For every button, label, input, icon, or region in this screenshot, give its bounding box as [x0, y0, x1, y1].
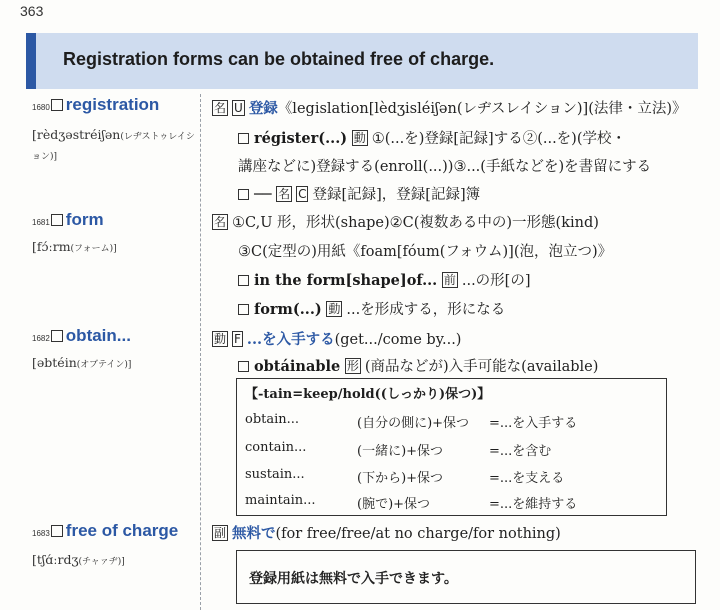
pos-tag: 形 — [346, 359, 359, 373]
headword: registration — [65, 95, 160, 114]
checkbox-icon[interactable] — [238, 275, 249, 286]
entry-1681-line-3: in the form[shape]of... 前 ...の形[の] — [238, 269, 531, 290]
checkbox-icon[interactable] — [238, 133, 249, 144]
main-meaning: 登録 — [248, 100, 278, 117]
pos-tag: 名 — [278, 187, 291, 201]
entry-number: 1683 — [32, 529, 50, 538]
entry-1680-line-4: ── 名 C 登録[記録]，登録[記録]簿 — [238, 183, 480, 204]
headword: free of charge — [65, 521, 179, 540]
entry-1682-line-2: obtáinable 形 (商品などが)入手可能な(available) — [238, 355, 598, 376]
entry-1681-heading — [32, 210, 104, 230]
tain-row: maintain... (腕で)+保つ =...を維持する — [245, 493, 578, 512]
pos-tag: 動 — [214, 332, 227, 346]
entry-1680-line-3: 講座などに)登録する(enroll(...))③...(手紙などを)を書留にする — [238, 159, 652, 175]
pos-tag: 動 — [328, 302, 341, 316]
entry-1683-pronunciation: [tʃɑ́ːrdʒ(チャァヂ)] — [32, 552, 125, 567]
sentence-banner — [26, 33, 698, 89]
entry-1681-line-1: 名 ①C,U 形，形状(shape)②C(複数ある中の)一形態(kind) — [214, 215, 599, 231]
entry-1680-pronunciation: [rèdʒəstréiʃən(レヂストゥレイション)] — [32, 127, 195, 162]
tain-row: sustain... (下から)+保つ =...を支える — [245, 467, 565, 486]
entry-1680-heading — [32, 95, 159, 115]
entry-1683-heading — [32, 521, 178, 541]
entry-number: 1681 — [32, 218, 50, 227]
pos-tag: 副 — [214, 526, 227, 540]
checkbox-icon[interactable] — [238, 304, 249, 315]
example-sentence-box — [236, 550, 696, 604]
entry-1682-pronunciation: [əbtéin(オブテイン)] — [32, 355, 132, 370]
tain-box-title: 【-tain=keep/hold((しっかり)保つ)】 — [245, 387, 491, 402]
banner-sentence: Registration forms can be obtained free of charge. — [63, 49, 495, 69]
headword: obtain... — [65, 326, 131, 345]
pos-tag: 前 — [443, 273, 456, 287]
main-meaning: 無料で — [232, 525, 276, 542]
checkbox-icon[interactable] — [51, 99, 63, 111]
countability-tag: U — [234, 101, 243, 115]
checkbox-icon[interactable] — [51, 330, 63, 342]
pos-tag: 名 — [214, 215, 227, 229]
page-number: 363 — [20, 3, 44, 19]
tain-etymology-box — [236, 378, 667, 516]
entry-1682-line-1: 動 F ...を入手する(get.../come by...) — [214, 331, 462, 348]
main-meaning: ...を入手する — [246, 331, 335, 348]
entry-1681-line-2: ③C(定型の)用紙《foam[fóum(フォウム)](泡，泡立つ)》 — [238, 244, 613, 260]
example-sentence: 登録用紙は無料で入手できます。 — [249, 571, 458, 587]
headword: form — [65, 210, 104, 229]
countability-tag: C — [298, 187, 307, 201]
entry-1683-line-1: 副 無料で(for free/free/at no charge/for nothing) — [214, 525, 561, 542]
checkbox-icon[interactable] — [51, 214, 63, 226]
column-divider — [200, 94, 201, 610]
entry-number: 1682 — [32, 334, 50, 343]
tain-row: obtain... (自分の側に)+保つ =...を入手する — [245, 412, 578, 431]
entry-1682-heading — [32, 326, 131, 346]
entry-number: 1680 — [32, 103, 50, 112]
pos-tag: 名 — [214, 101, 227, 115]
tain-row: contain... (一緒に)+保つ =...を含む — [245, 440, 552, 459]
entry-1681-line-4: form(...) 動 ...を形成する，形になる — [238, 298, 505, 319]
formality-tag: F — [234, 332, 241, 346]
pos-tag: 動 — [353, 131, 366, 145]
entry-1680-line-1: 名 U 登録《legislation[lèdʒisléiʃən(レヂスレイション)](法律・立法)》 — [214, 100, 687, 117]
checkbox-icon[interactable] — [51, 525, 63, 537]
checkbox-icon[interactable] — [238, 361, 249, 372]
entry-1680-line-2: régister(...) 動 ①(...を)登録[記録]する②(...を)(学校・ — [238, 127, 626, 148]
entry-1681-pronunciation: [fɔ́ːrm(フォーム)] — [32, 239, 117, 254]
checkbox-icon[interactable] — [238, 189, 249, 200]
